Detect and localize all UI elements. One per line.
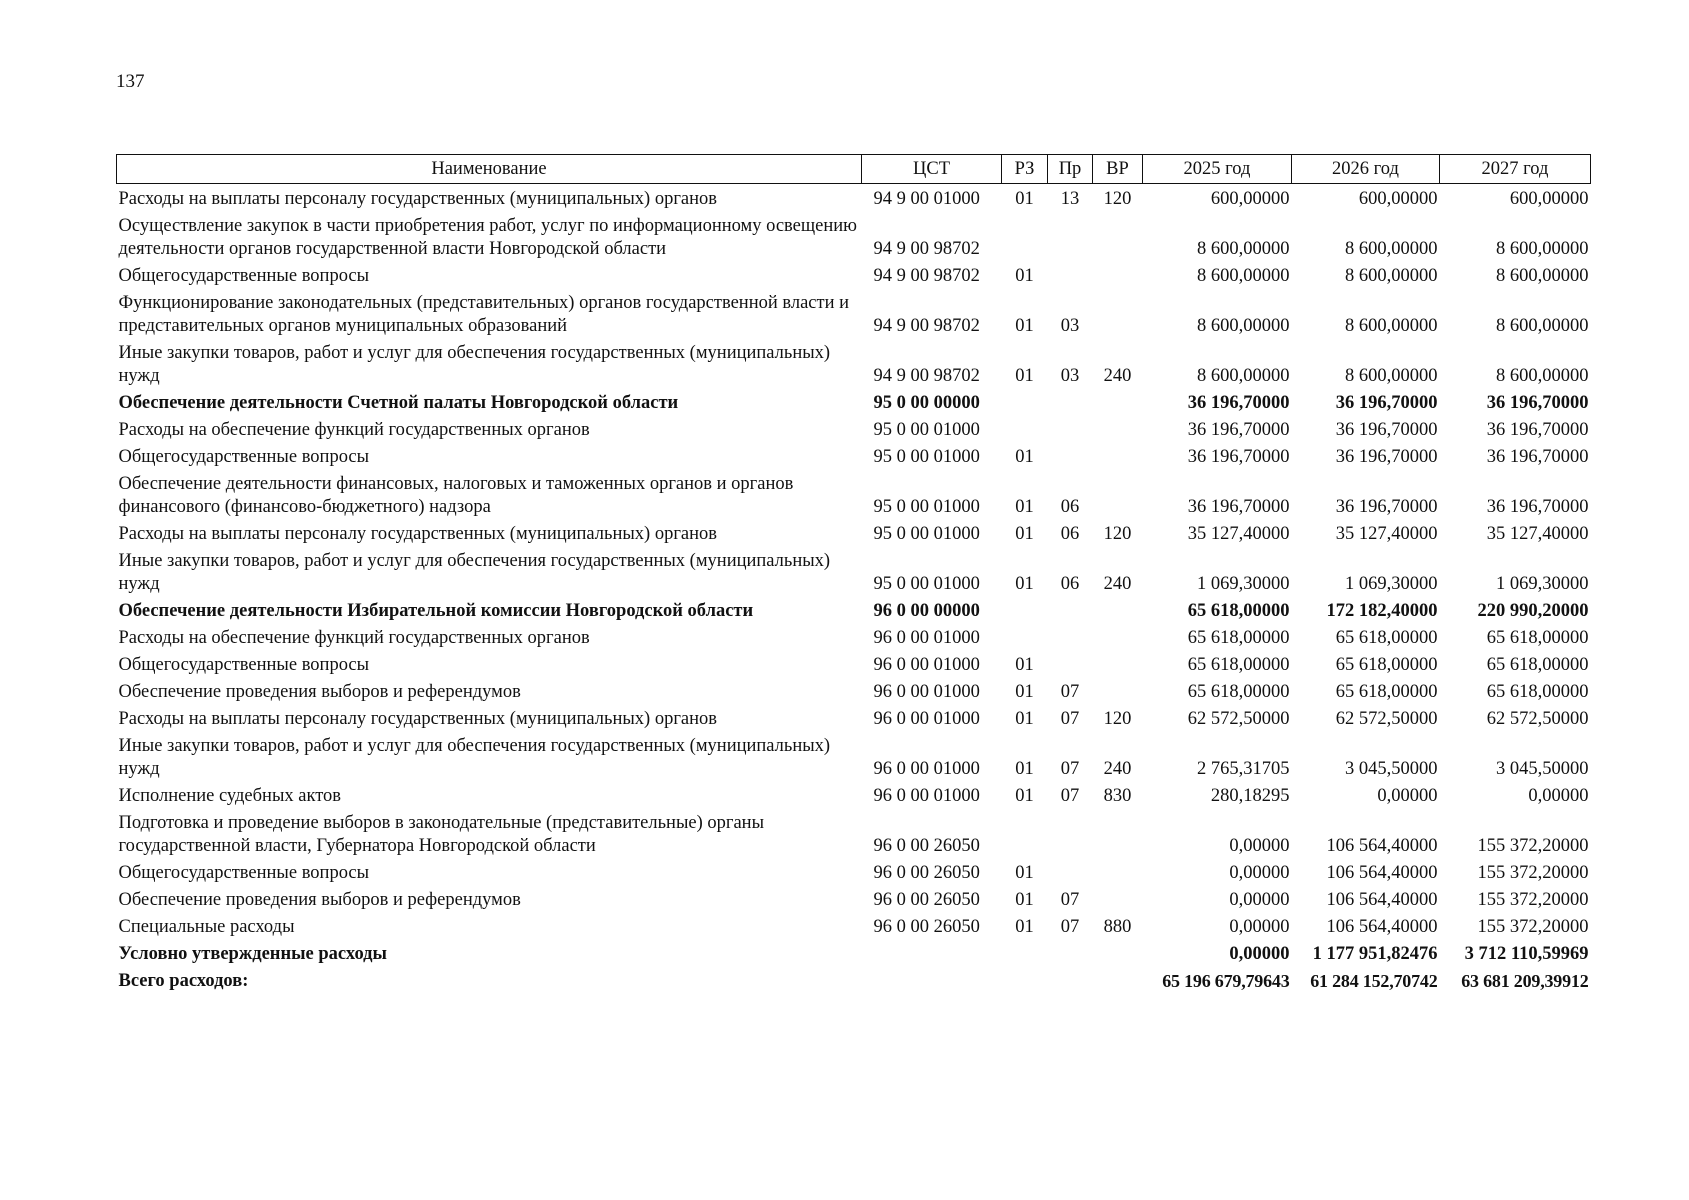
row-name: Специальные расходы [118,917,295,937]
row-cst [862,941,1002,968]
row-rz: 01 [1015,863,1034,883]
row-cst: 94 9 00 98702 [873,266,980,286]
row-value-2027: 36 196,70000 [1486,393,1589,413]
row-vr [1093,263,1143,290]
row-cst: 96 0 00 26050 [873,890,980,910]
row-name: Общегосударственные вопросы [118,266,370,286]
row-vr [1093,810,1143,860]
row-vr: 240 [1103,574,1132,594]
row-cst: 96 0 00 01000 [873,759,980,779]
row-pr: 06 [1060,497,1080,517]
row-value-2025: 35 127,40000 [1187,524,1290,544]
row-value-2026: 3 045,50000 [1345,759,1438,779]
header-pr: Пр [1048,155,1093,184]
row-cst: 96 0 00 01000 [873,709,980,729]
row-value-2027: 8 600,00000 [1496,366,1589,386]
row-value-2025: 62 572,50000 [1187,709,1290,729]
row-value-2027: 65 618,00000 [1486,628,1589,648]
row-value-2025: 36 196,70000 [1187,497,1290,517]
row-cst: 94 9 00 98702 [873,239,980,259]
table-row [117,598,1591,625]
table-row [117,887,1591,914]
table-row [117,914,1591,941]
row-value-2025: 36 196,70000 [1187,393,1290,413]
table-row [117,941,1591,968]
table-row [117,263,1591,290]
row-value-2027: 62 572,50000 [1486,709,1589,729]
row-value-2027: 600,00000 [1509,189,1589,209]
row-pr: 06 [1060,574,1080,594]
row-value-2026: 0,00000 [1377,786,1438,806]
table-row [117,290,1591,340]
row-value-2026: 106 564,40000 [1326,917,1438,937]
table-row [117,521,1591,548]
page-number: 137 [116,71,145,92]
row-cst: 95 0 00 01000 [873,524,980,544]
row-value-2027: 0,00000 [1528,786,1589,806]
row-value-2025: 36 196,70000 [1187,447,1290,467]
row-pr: 06 [1060,524,1080,544]
row-pr: 03 [1060,316,1080,336]
row-name: Обеспечение деятельности Счетной палаты Новгородской области [118,393,679,413]
row-value-2027: 65 618,00000 [1486,682,1589,702]
row-rz [1002,213,1048,263]
row-cst: 96 0 00 00000 [873,601,980,621]
row-cst: 95 0 00 01000 [873,497,980,517]
row-rz: 01 [1015,759,1034,779]
row-value-2026: 62 572,50000 [1335,709,1438,729]
row-rz: 01 [1015,366,1034,386]
row-value-2027: 63 681 209,39912 [1461,971,1589,991]
row-value-2026: 8 600,00000 [1345,366,1438,386]
table-row [117,733,1591,783]
row-value-2026: 65 618,00000 [1335,682,1438,702]
row-value-2027: 65 618,00000 [1486,655,1589,675]
row-value-2026: 106 564,40000 [1326,863,1438,883]
row-rz: 01 [1015,890,1034,910]
row-value-2027: 155 372,20000 [1477,863,1589,883]
row-value-2026: 65 618,00000 [1335,628,1438,648]
row-pr [1048,625,1093,652]
table-row [117,625,1591,652]
row-value-2026: 8 600,00000 [1345,266,1438,286]
row-value-2026: 600,00000 [1358,189,1438,209]
row-vr: 240 [1103,759,1132,779]
row-rz: 01 [1015,497,1034,517]
row-pr [1048,652,1093,679]
row-value-2025: 65 196 679,79643 [1162,971,1290,991]
row-pr [1048,810,1093,860]
row-vr [1093,290,1143,340]
row-value-2026: 1 177 951,82476 [1312,944,1438,964]
row-value-2025: 0,00000 [1229,890,1290,910]
row-value-2025: 8 600,00000 [1197,239,1290,259]
row-value-2026: 36 196,70000 [1335,393,1438,413]
row-value-2026: 65 618,00000 [1335,655,1438,675]
row-pr: 03 [1060,366,1080,386]
row-value-2025: 65 618,00000 [1187,682,1290,702]
row-vr: 120 [1103,524,1132,544]
row-pr: 07 [1060,709,1080,729]
row-value-2025: 2 765,31705 [1197,759,1290,779]
header-2026: 2026 год [1292,155,1440,184]
row-vr: 880 [1103,917,1132,937]
row-value-2027: 1 069,30000 [1496,574,1589,594]
table-row [117,417,1591,444]
row-vr [1093,887,1143,914]
row-cst: 96 0 00 01000 [873,628,980,648]
row-name: Обеспечение деятельности Избирательной комиссии Новгородской области [118,601,754,621]
row-pr: 13 [1060,189,1080,209]
row-rz [1002,941,1048,968]
row-vr: 120 [1103,709,1132,729]
row-vr [1093,679,1143,706]
table-row [117,652,1591,679]
row-name: Осуществление закупок в части приобретения работ, услуг по информационному освещению деятельности органов государственной власти Новгородской области [118,216,857,259]
row-pr [1048,941,1093,968]
row-name: Исполнение судебных актов [118,786,342,806]
row-rz: 01 [1015,574,1034,594]
row-pr [1048,263,1093,290]
row-value-2026: 61 284 152,70742 [1310,971,1438,991]
table-row [117,471,1591,521]
row-pr [1048,968,1093,995]
row-vr: 120 [1103,189,1132,209]
row-value-2027: 36 196,70000 [1486,420,1589,440]
row-value-2027: 8 600,00000 [1496,316,1589,336]
table-row [117,860,1591,887]
row-value-2025: 0,00000 [1229,917,1290,937]
row-pr: 07 [1060,759,1080,779]
row-cst: 96 0 00 26050 [873,836,980,856]
row-rz: 01 [1015,786,1034,806]
row-rz: 01 [1015,524,1034,544]
row-rz [1002,810,1048,860]
row-name: Общегосударственные вопросы [118,863,370,883]
header-vr: ВР [1093,155,1143,184]
table-header [117,155,1591,184]
row-pr [1048,860,1093,887]
row-name: Общегосударственные вопросы [118,655,370,675]
row-rz: 01 [1015,917,1034,937]
row-pr [1048,417,1093,444]
row-name: Обеспечение проведения выборов и референдумов [118,682,521,702]
row-cst: 94 9 00 98702 [873,366,980,386]
row-value-2025: 65 618,00000 [1187,655,1290,675]
row-name: Обеспечение проведения выборов и референдумов [118,890,521,910]
row-cst: 96 0 00 01000 [873,786,980,806]
header-name: Наименование [117,155,862,184]
row-rz [1002,625,1048,652]
row-value-2025: 65 618,00000 [1187,628,1290,648]
table-row [117,783,1591,810]
row-value-2027: 155 372,20000 [1477,836,1589,856]
row-name: Расходы на выплаты персоналу государственных (муниципальных) органов [118,524,718,544]
row-value-2025: 0,00000 [1229,863,1290,883]
row-value-2027: 8 600,00000 [1496,239,1589,259]
header-2027: 2027 год [1440,155,1591,184]
row-name: Функционирование законодательных (представительных) органов государственной власти и представительных органов муниципальных образований [118,293,850,336]
row-pr: 07 [1060,917,1080,937]
row-vr [1093,860,1143,887]
row-rz [1002,390,1048,417]
row-name: Иные закупки товаров, работ и услуг для обеспечения государственных (муниципальных) нужд [118,343,831,386]
row-rz [1002,417,1048,444]
row-value-2027: 220 990,20000 [1477,601,1589,621]
row-rz: 01 [1015,266,1034,286]
row-vr [1093,652,1143,679]
row-pr [1048,390,1093,417]
table-row [117,679,1591,706]
row-name: Общегосударственные вопросы [118,447,370,467]
row-cst [862,968,1002,995]
table-row [117,444,1591,471]
row-rz: 01 [1015,709,1034,729]
row-vr [1093,213,1143,263]
row-rz: 01 [1015,655,1034,675]
row-vr: 830 [1103,786,1132,806]
row-value-2025: 8 600,00000 [1197,366,1290,386]
table-row [117,548,1591,598]
row-value-2026: 106 564,40000 [1326,890,1438,910]
row-value-2027: 8 600,00000 [1496,266,1589,286]
row-cst: 96 0 00 01000 [873,655,980,675]
table-row [117,390,1591,417]
row-name: Условно утвержденные расходы [118,944,387,964]
row-value-2026: 35 127,40000 [1335,524,1438,544]
header-2025: 2025 год [1143,155,1292,184]
row-value-2025: 0,00000 [1229,836,1290,856]
row-vr [1093,625,1143,652]
row-cst: 96 0 00 26050 [873,863,980,883]
table-row [117,340,1591,390]
row-value-2026: 36 196,70000 [1335,447,1438,467]
row-rz: 01 [1015,447,1034,467]
table-row [117,213,1591,263]
row-cst: 94 9 00 98702 [873,316,980,336]
row-value-2025: 65 618,00000 [1187,601,1290,621]
row-value-2026: 106 564,40000 [1326,836,1438,856]
row-value-2025: 280,18295 [1210,786,1290,806]
row-cst: 95 0 00 00000 [873,393,980,413]
row-pr: 07 [1060,890,1080,910]
row-value-2026: 1 069,30000 [1345,574,1438,594]
row-cst: 96 0 00 01000 [873,682,980,702]
table-row [117,810,1591,860]
row-value-2027: 36 196,70000 [1486,497,1589,517]
table-row [117,184,1591,214]
row-vr [1093,417,1143,444]
row-rz: 01 [1015,189,1034,209]
row-vr [1093,390,1143,417]
row-value-2027: 3 045,50000 [1496,759,1589,779]
row-value-2027: 35 127,40000 [1486,524,1589,544]
row-rz [1002,598,1048,625]
row-pr: 07 [1060,786,1080,806]
row-value-2026: 36 196,70000 [1335,420,1438,440]
row-vr [1093,598,1143,625]
row-vr [1093,941,1143,968]
budget-table [116,154,1591,995]
row-vr [1093,444,1143,471]
row-name: Обеспечение деятельности финансовых, налоговых и таможенных органов и органов финансового (финансово-бюджетного) надзора [118,474,794,517]
row-name: Расходы на обеспечение функций государственных органов [118,420,590,440]
row-rz [1002,968,1048,995]
row-value-2025: 36 196,70000 [1187,420,1290,440]
row-pr [1048,444,1093,471]
row-value-2025: 600,00000 [1210,189,1290,209]
row-vr [1093,471,1143,521]
row-cst: 95 0 00 01000 [873,447,980,467]
row-pr: 07 [1060,682,1080,702]
table-row [117,706,1591,733]
row-value-2025: 8 600,00000 [1197,266,1290,286]
header-rz: РЗ [1002,155,1048,184]
table-body [117,184,1591,996]
row-cst: 95 0 00 01000 [873,420,980,440]
row-name: Иные закупки товаров, работ и услуг для обеспечения государственных (муниципальных) нужд [118,736,831,779]
row-name: Расходы на выплаты персоналу государственных (муниципальных) органов [118,709,718,729]
row-value-2026: 172 182,40000 [1326,601,1438,621]
row-pr [1048,213,1093,263]
row-name: Подготовка и проведение выборов в законодательные (представительные) органы государственной власти, Губернатора Новгородской области [118,813,765,856]
row-rz: 01 [1015,682,1034,702]
header-cst: ЦСТ [862,155,1002,184]
row-pr [1048,598,1093,625]
row-cst: 96 0 00 26050 [873,917,980,937]
row-value-2025: 8 600,00000 [1197,316,1290,336]
row-value-2026: 8 600,00000 [1345,316,1438,336]
row-value-2027: 155 372,20000 [1477,917,1589,937]
row-value-2027: 36 196,70000 [1486,447,1589,467]
row-vr [1093,968,1143,995]
row-value-2026: 8 600,00000 [1345,239,1438,259]
row-name: Расходы на обеспечение функций государственных органов [118,628,590,648]
row-name: Иные закупки товаров, работ и услуг для обеспечения государственных (муниципальных) нужд [118,551,831,594]
row-name: Расходы на выплаты персоналу государственных (муниципальных) органов [118,189,718,209]
row-cst: 95 0 00 01000 [873,574,980,594]
row-rz: 01 [1015,316,1034,336]
table-row [117,968,1591,995]
row-cst: 94 9 00 01000 [873,189,980,209]
row-value-2026: 36 196,70000 [1335,497,1438,517]
row-value-2025: 1 069,30000 [1197,574,1290,594]
row-value-2025: 0,00000 [1229,944,1290,964]
row-name: Всего расходов: [118,971,249,991]
row-value-2027: 155 372,20000 [1477,890,1589,910]
row-value-2027: 3 712 110,59969 [1464,944,1589,964]
row-vr: 240 [1103,366,1132,386]
